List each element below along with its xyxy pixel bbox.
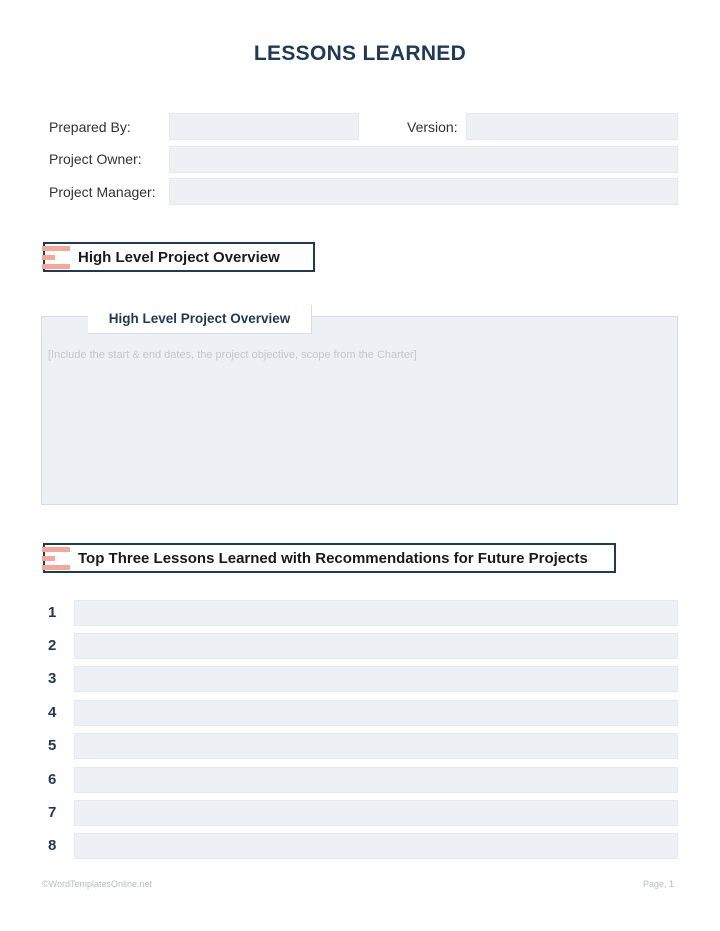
project-owner-label: Project Owner: xyxy=(49,151,142,167)
lesson-number: 2 xyxy=(48,637,57,654)
lessons-section-title: Top Three Lessons Learned with Recommendations for Future Projects xyxy=(78,550,588,567)
lesson-field[interactable] xyxy=(74,633,678,659)
lesson-number: 5 xyxy=(48,737,57,754)
lesson-field[interactable] xyxy=(74,666,678,692)
version-field[interactable] xyxy=(466,113,678,140)
lesson-number: 7 xyxy=(48,804,57,821)
lesson-field[interactable] xyxy=(74,733,678,759)
prepared-by-field[interactable] xyxy=(169,113,359,140)
lesson-number: 3 xyxy=(48,670,57,687)
lessons-section-heading xyxy=(43,543,616,573)
heading-accent-icon xyxy=(42,246,70,270)
lesson-field[interactable] xyxy=(74,700,678,726)
project-manager-field[interactable] xyxy=(169,178,678,205)
lesson-field[interactable] xyxy=(74,767,678,793)
footer-page-number: Page, 1 xyxy=(642,879,674,889)
lesson-number: 1 xyxy=(48,604,57,621)
overview-text-area[interactable] xyxy=(41,316,678,505)
prepared-by-label: Prepared By: xyxy=(49,119,131,135)
lesson-number: 4 xyxy=(48,704,57,721)
lesson-field[interactable] xyxy=(74,833,678,859)
version-label: Version: xyxy=(407,119,458,135)
lesson-field[interactable] xyxy=(74,600,678,626)
heading-accent-icon xyxy=(42,547,70,571)
lesson-field[interactable] xyxy=(74,800,678,826)
overview-section-heading xyxy=(43,242,315,272)
footer-copyright: ©WordTemplatesOnline.net xyxy=(42,879,153,889)
lesson-number: 6 xyxy=(48,771,57,788)
project-owner-field[interactable] xyxy=(169,146,678,173)
page-title: LESSONS LEARNED xyxy=(253,42,467,65)
overview-section-title: High Level Project Overview xyxy=(78,249,280,266)
overview-panel-label: High Level Project Overview xyxy=(108,311,291,326)
lesson-number: 8 xyxy=(48,837,57,854)
overview-placeholder-text: [Include the start & end dates, the project objective, scope from the Charter] xyxy=(48,349,417,361)
project-manager-label: Project Manager: xyxy=(49,184,156,200)
overview-panel-tab xyxy=(88,305,312,334)
